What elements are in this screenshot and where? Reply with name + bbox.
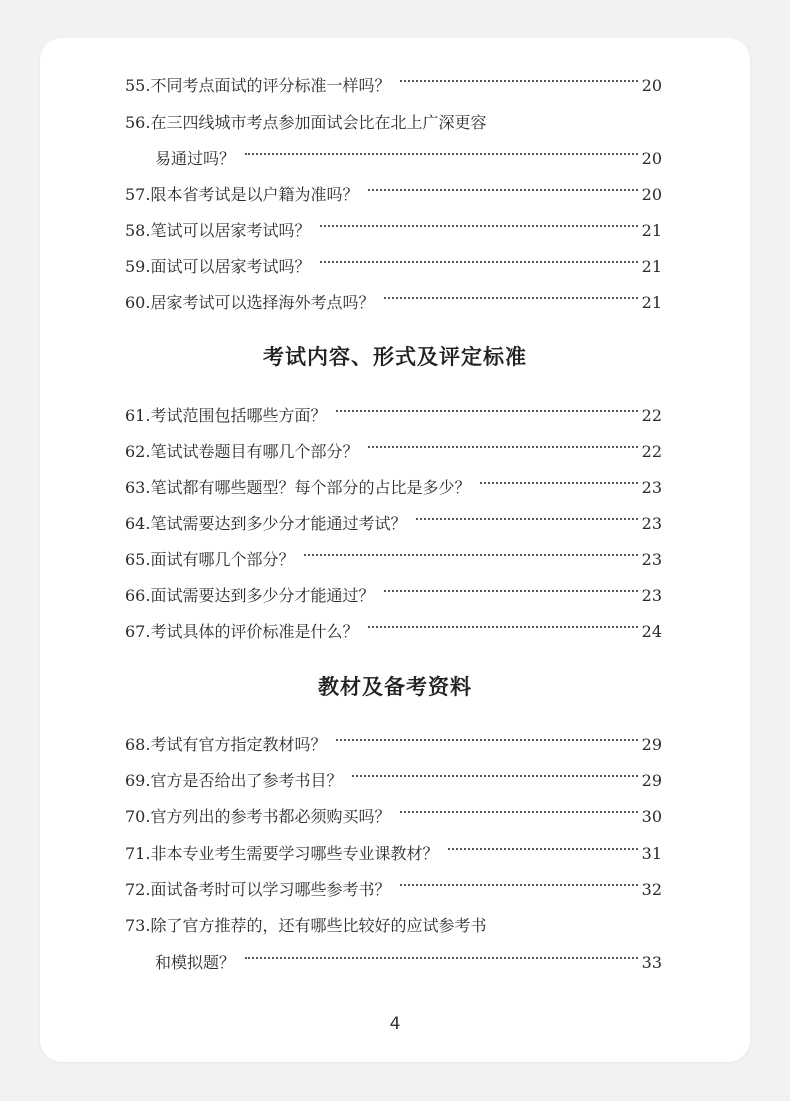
- toc-entry-title: 面试备考时可以学习哪些参考书？: [150, 880, 391, 899]
- toc-entry-page: 21: [641, 221, 662, 240]
- dot-leader: [245, 153, 638, 155]
- toc-entry-title: 面试有哪几个部分？: [150, 550, 295, 569]
- toc-entry-page: 31: [641, 844, 662, 863]
- page-number: 4: [389, 1014, 401, 1034]
- toc-entry-56[interactable]: [125, 110, 662, 136]
- dot-leader: [448, 848, 637, 850]
- toc-entry-page: 23: [641, 550, 662, 569]
- toc-entry-title: 官方列出的参考书都必须购买吗？: [150, 807, 391, 826]
- toc-entry-number: 60.: [125, 293, 151, 312]
- toc-entry-72[interactable]: [125, 877, 662, 903]
- toc-entry-number: 68.: [125, 735, 151, 754]
- dot-leader: [400, 811, 637, 813]
- dot-leader: [336, 410, 637, 412]
- toc-entry-55[interactable]: [125, 73, 662, 99]
- dot-leader: [368, 446, 637, 448]
- toc-entry-title: 居家考试可以选择海外考点吗？: [150, 293, 375, 312]
- toc-entry-title: 在三四线城市考点参加面试会比在北上广深更容: [150, 113, 487, 132]
- toc-entry-number: 65.: [125, 550, 151, 569]
- toc-entry-number: 59.: [125, 257, 151, 276]
- toc-entry-number: 66.: [125, 586, 151, 605]
- toc-entry-page: 20: [641, 149, 662, 168]
- toc-entry-number: 67.: [125, 622, 151, 641]
- dot-leader: [245, 957, 638, 959]
- toc-entry-number: 72.: [125, 880, 151, 899]
- dot-leader: [320, 261, 637, 263]
- toc-entry-59[interactable]: [125, 254, 662, 280]
- dot-leader: [400, 884, 637, 886]
- toc-entry-title: 除了官方推荐的，还有哪些比较好的应试参考书: [150, 916, 487, 935]
- toc-entry-number: 73.: [125, 916, 151, 935]
- toc-entry-page: 29: [641, 771, 662, 790]
- dot-leader: [352, 775, 637, 777]
- toc-entry-page: 23: [641, 478, 662, 497]
- section-heading: 考试内容、形式及评定标准: [263, 345, 527, 369]
- toc-entry-number: 64.: [125, 514, 151, 533]
- toc-entry-title: 和模拟题？: [155, 953, 236, 972]
- toc-entry-page: 22: [641, 442, 662, 461]
- toc-entry-title: 笔试试卷题目有哪几个部分？: [150, 442, 359, 461]
- toc-entry-64[interactable]: [125, 511, 662, 537]
- dot-leader: [480, 482, 637, 484]
- toc-entry-title: 面试可以居家考试吗？: [150, 257, 311, 276]
- toc-entry-65[interactable]: [125, 547, 662, 573]
- toc-entry-title: 笔试需要达到多少分才能通过考试？: [150, 514, 407, 533]
- dot-leader: [320, 225, 637, 227]
- toc-entry-73-continued[interactable]: [155, 950, 662, 976]
- toc-entry-title: 考试有官方指定教材吗？: [150, 735, 327, 754]
- toc-entry-number: 63.: [125, 478, 151, 497]
- toc-entry-69[interactable]: [125, 768, 662, 794]
- toc-entry-title: 考试范围包括哪些方面？: [150, 406, 327, 425]
- toc-entry-66[interactable]: [125, 583, 662, 609]
- toc-entry-68[interactable]: [125, 732, 662, 758]
- toc-entry-60[interactable]: [125, 290, 662, 316]
- toc-entry-63[interactable]: [125, 475, 662, 501]
- toc-entry-title: 非本专业考生需要学习哪些专业课教材？: [150, 844, 439, 863]
- toc-entry-61[interactable]: [125, 403, 662, 429]
- toc-entry-page: 33: [641, 953, 662, 972]
- dot-leader: [400, 80, 637, 82]
- toc-entry-page: 22: [641, 406, 662, 425]
- toc-entry-67[interactable]: [125, 619, 662, 645]
- toc-entry-56-continued[interactable]: [155, 146, 662, 172]
- toc-entry-page: 21: [641, 293, 662, 312]
- toc-entry-number: 55.: [125, 76, 151, 95]
- dot-leader: [336, 739, 637, 741]
- toc-entry-number: 58.: [125, 221, 151, 240]
- toc-entry-page: 30: [641, 807, 662, 826]
- toc-entry-number: 61.: [125, 406, 151, 425]
- toc-entry-70[interactable]: [125, 804, 662, 830]
- toc-entry-page: 21: [641, 257, 662, 276]
- toc-entry-58[interactable]: [125, 218, 662, 244]
- toc-entry-page: 24: [641, 622, 662, 641]
- toc-entry-number: 62.: [125, 442, 151, 461]
- toc-entry-number: 70.: [125, 807, 151, 826]
- toc-entry-title: 考试具体的评价标准是什么？: [150, 622, 359, 641]
- toc-entry-page: 23: [641, 514, 662, 533]
- toc-entry-62[interactable]: [125, 439, 662, 465]
- toc-entry-title: 不同考点面试的评分标准一样吗？: [150, 76, 391, 95]
- toc-entry-title: 笔试都有哪些题型？每个部分的占比是多少？: [150, 478, 471, 497]
- toc-entry-title: 官方是否给出了参考书目？: [150, 771, 343, 790]
- dot-leader: [384, 590, 637, 592]
- section-heading: 教材及备考资料: [318, 675, 472, 699]
- dot-leader: [384, 297, 637, 299]
- toc-entry-number: 69.: [125, 771, 151, 790]
- dot-leader: [416, 518, 637, 520]
- toc-entry-page: 23: [641, 586, 662, 605]
- dot-leader: [368, 626, 637, 628]
- toc-entry-title: 面试需要达到多少分才能通过？: [150, 586, 375, 605]
- toc-entry-page: 20: [641, 76, 662, 95]
- toc-entry-title: 笔试可以居家考试吗？: [150, 221, 311, 240]
- toc-entry-page: 20: [641, 185, 662, 204]
- toc-entry-title: 易通过吗？: [155, 149, 236, 168]
- toc-entry-number: 71.: [125, 844, 151, 863]
- dot-leader: [304, 554, 637, 556]
- toc-entry-page: 32: [641, 880, 662, 899]
- toc-entry-73[interactable]: [125, 913, 662, 939]
- toc-entry-number: 57.: [125, 185, 151, 204]
- toc-entry-57[interactable]: [125, 182, 662, 208]
- toc-entry-title: 限本省考试是以户籍为准吗？: [150, 185, 359, 204]
- toc-entry-number: 56.: [125, 113, 151, 132]
- toc-entry-page: 29: [641, 735, 662, 754]
- dot-leader: [368, 189, 637, 191]
- toc-entry-71[interactable]: [125, 841, 662, 867]
